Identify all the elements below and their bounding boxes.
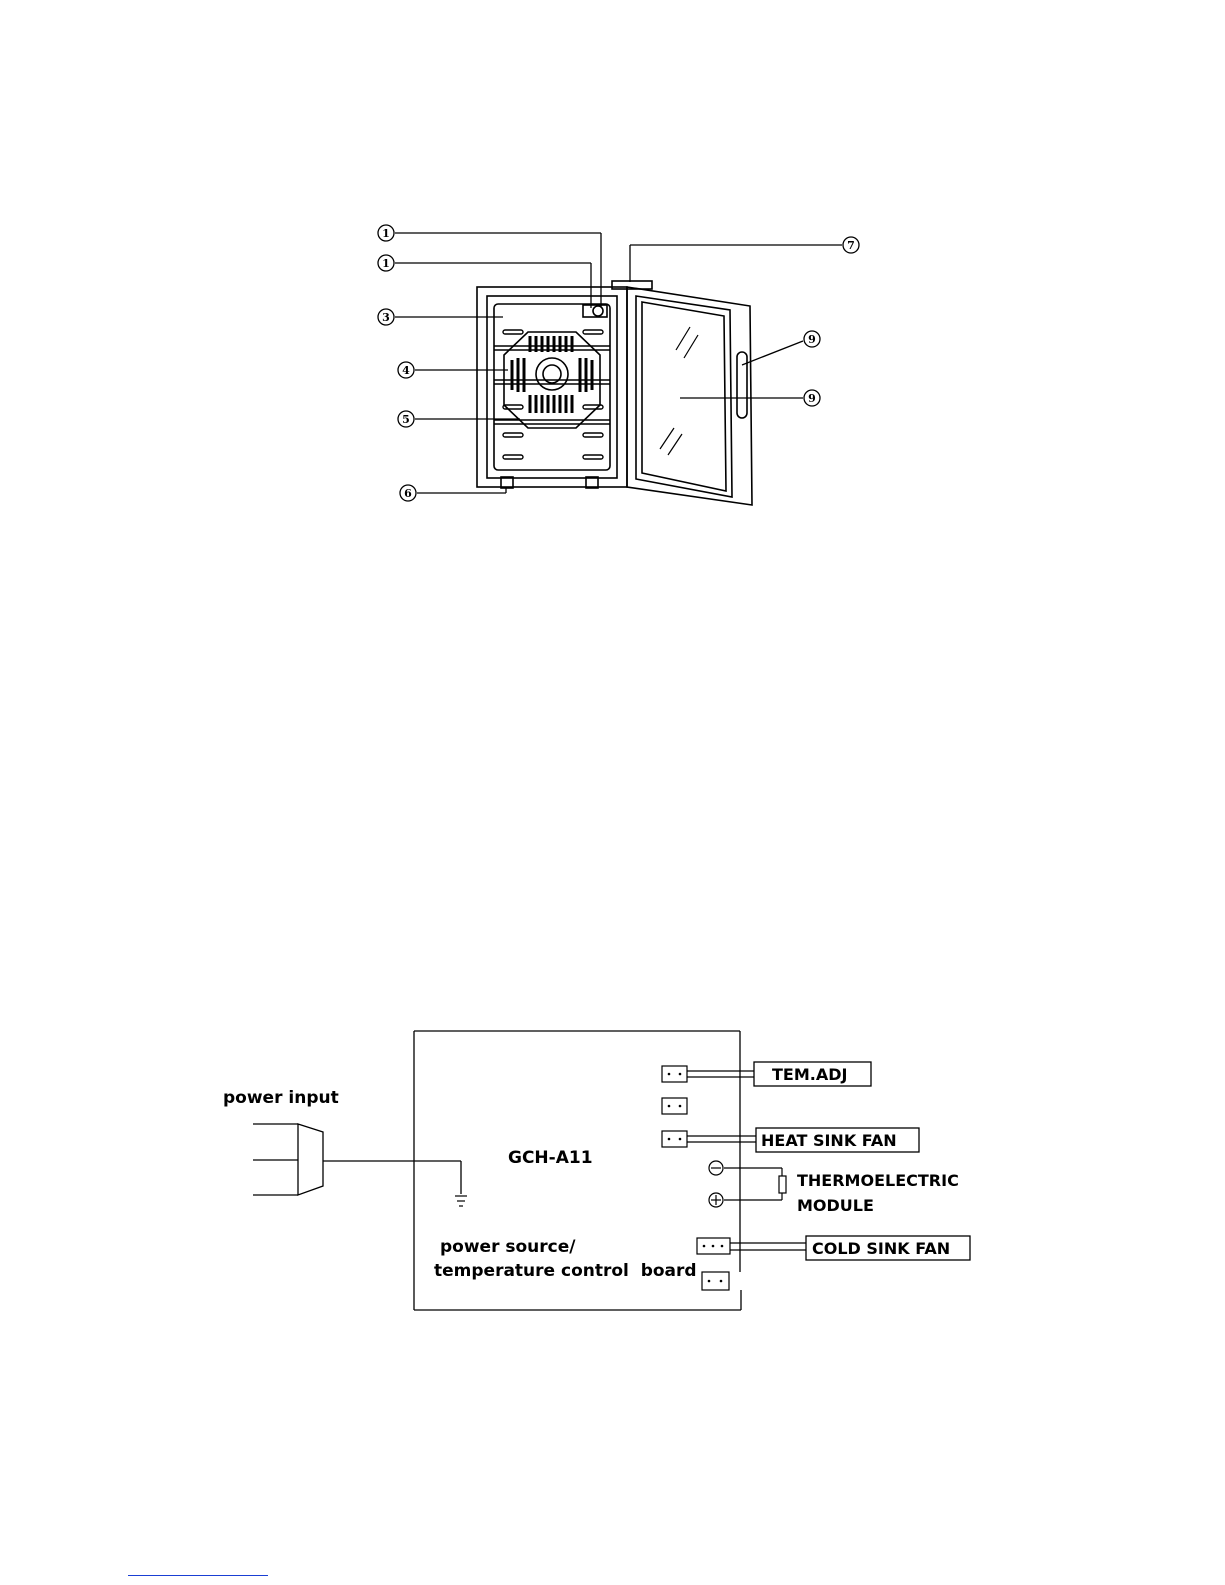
spare-connector xyxy=(662,1098,687,1114)
heat-sink-fan-label: HEAT SINK FAN xyxy=(761,1131,897,1150)
wires xyxy=(687,1071,806,1250)
tem-adj-label: TEM.ADJ xyxy=(772,1065,848,1084)
svg-text:1: 1 xyxy=(382,227,390,240)
svg-text:7: 7 xyxy=(847,239,855,252)
connector-pins xyxy=(668,1073,724,1283)
board-connectors xyxy=(662,1066,730,1290)
power-connector xyxy=(702,1272,729,1290)
thermoelectric-label-line2: MODULE xyxy=(797,1196,874,1215)
footer-rule xyxy=(128,1575,268,1576)
svg-text:6: 6 xyxy=(404,487,412,500)
label-boxes xyxy=(754,1062,970,1260)
power-plug xyxy=(253,1124,461,1195)
power-input-label: power input xyxy=(223,1088,339,1108)
svg-text:3: 3 xyxy=(382,311,390,324)
svg-text:5: 5 xyxy=(402,413,410,426)
ground-icon xyxy=(455,1196,467,1206)
cold-sink-fan-label: COLD SINK FAN xyxy=(812,1239,951,1258)
plus-terminal-icon xyxy=(709,1193,723,1207)
heat-fan-connector xyxy=(662,1131,687,1147)
board-name-line2: temperature control board xyxy=(434,1261,697,1281)
svg-text:1: 1 xyxy=(382,257,390,270)
minus-terminal-icon xyxy=(709,1161,723,1175)
board-name-line1: power source/ xyxy=(440,1237,576,1257)
tem-adj-connector xyxy=(662,1066,687,1082)
svg-text:9: 9 xyxy=(808,392,816,405)
svg-text:4: 4 xyxy=(402,364,410,377)
svg-text:9: 9 xyxy=(808,333,816,346)
board-id-label: GCH-A11 xyxy=(508,1148,593,1168)
thermoelectric-label-line1: THERMOELECTRIC xyxy=(797,1171,959,1190)
